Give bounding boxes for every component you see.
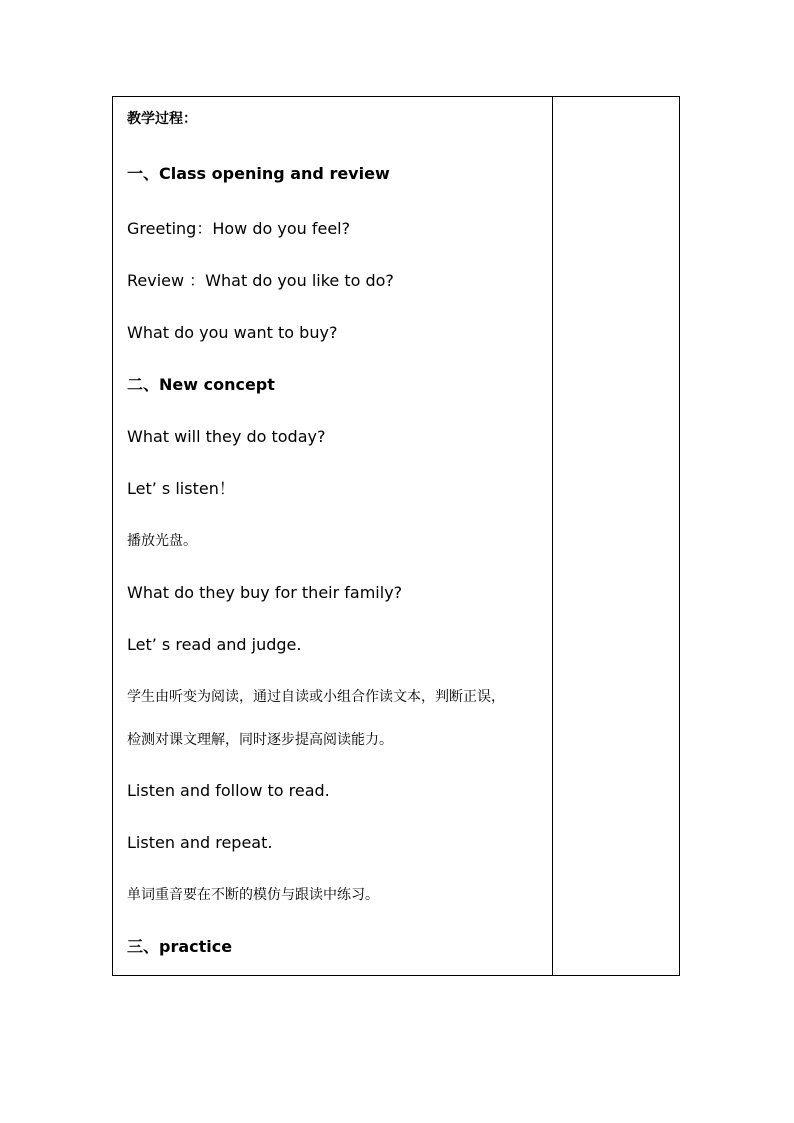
section-heading-teaching-process: 教学过程： [127, 111, 197, 127]
text-read-and-judge: Let’ s read and judge. [127, 635, 302, 654]
text-greeting: Greeting：How do you feel? [127, 219, 351, 238]
text-stress-note: 单词重音要在不断的模仿与跟读中练习。 [127, 887, 379, 903]
text-review: Review ：What do you like to do? [127, 271, 394, 290]
section-heading-new-concept: 二、New concept [127, 375, 275, 394]
section-heading-class-opening: 一、Class opening and review [127, 164, 390, 183]
text-reading-note-2: 检测对课文理解，同时逐步提高阅读能力。 [127, 732, 393, 748]
lesson-table [112, 96, 680, 976]
text-will-do-today: What will they do today? [127, 427, 326, 446]
notes-cell [553, 97, 679, 975]
text-listen-repeat: Listen and repeat. [127, 833, 273, 852]
text-buy-for-family: What do they buy for their family? [127, 583, 403, 602]
teaching-process-cell [113, 97, 553, 975]
text-reading-note-1: 学生由听变为阅读，通过自读或小组合作读文本，判断正误， [127, 689, 505, 705]
section-heading-practice: 三、practice [127, 937, 233, 956]
text-want-to-buy: What do you want to buy? [127, 323, 338, 342]
text-lets-listen: Let’ s listen！ [127, 479, 235, 498]
text-follow-to-read: Listen and follow to read. [127, 781, 330, 800]
text-play-disc: 播放光盘。 [127, 533, 197, 549]
